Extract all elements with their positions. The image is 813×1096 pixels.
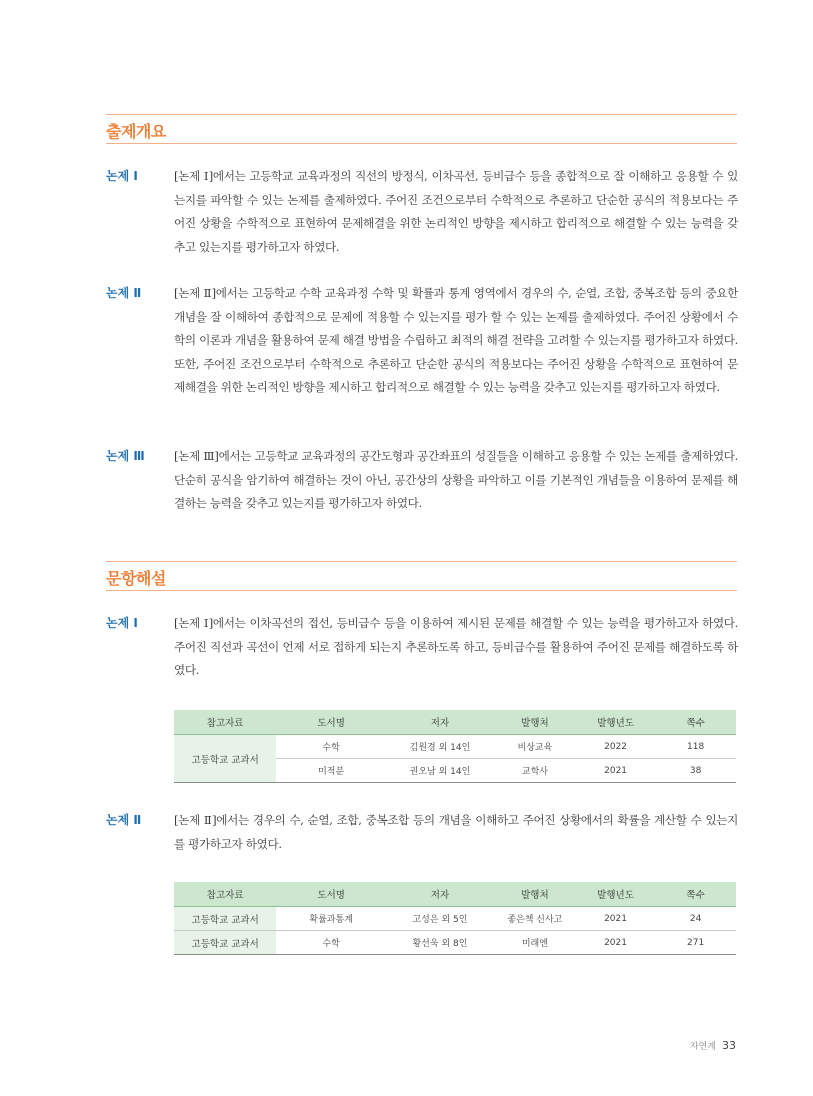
table-cell: 권오남 외 14인 bbox=[386, 759, 494, 783]
overview-item-2 bbox=[106, 282, 738, 424]
section-header-commentary bbox=[106, 561, 737, 591]
header-cell: 저자 bbox=[386, 710, 494, 735]
header-cell: 발행처 bbox=[494, 882, 576, 907]
header-cell: 도서명 bbox=[276, 882, 386, 907]
table-row bbox=[174, 735, 736, 759]
table-cell: 271 bbox=[655, 931, 736, 955]
item-label: 논제 Ⅰ bbox=[106, 169, 138, 183]
table-header-row bbox=[174, 710, 736, 735]
page-footer bbox=[690, 1039, 736, 1052]
table-cell: 좋은책 신사고 bbox=[494, 907, 576, 931]
item-label: 논제 Ⅱ bbox=[106, 813, 142, 827]
table-cell: 2022 bbox=[576, 735, 655, 759]
header-cell: 발행년도 bbox=[576, 710, 655, 735]
group-cell: 고등학교 교과서 bbox=[174, 931, 276, 955]
item-text: [논제 Ⅱ]에서는 고등학교 수학 교육과정 수학 및 확률과 통계 영역에서 경우의 수, 순열, 조합, 중복조합 등의 중요한 개념을 잘 이해하여 종합적으로 문제에 적용할 수 있는지를 평가 할 수 있는 논제를 출제하였다. 주어진 상황에서 수학의 이론과 개념을 활용하여 문제 해결 방법을 수립하고 최적의 해결 전략을 고려할 수 있는지를 평가하고자 하였다. 또한, 주어진 조건으로부터 수학적으로 추론하고 단순한 공식의 적용보다는 주어진 상황을 수학적으로 표현하여 문제해결을 위한 논리적인 방향을 제시하고 합리적으로 해결할 수 있는 능력을 갖추고 있는지를 평가하고자 하였다. bbox=[174, 286, 738, 394]
header-cell: 참고자료 bbox=[174, 882, 276, 907]
header-cell: 쪽수 bbox=[655, 882, 736, 907]
table-row bbox=[174, 931, 736, 955]
overview-item-1 bbox=[106, 165, 738, 261]
table-cell: 확률과통계 bbox=[276, 907, 386, 931]
group-cell: 고등학교 교과서 bbox=[174, 735, 276, 783]
table-row bbox=[174, 907, 736, 931]
table-cell: 수학 bbox=[276, 735, 386, 759]
table-cell: 118 bbox=[655, 735, 736, 759]
commentary-item-1 bbox=[106, 612, 738, 684]
item-text: [논제 Ⅰ]에서는 이차곡선의 접선, 등비급수 등을 이용하여 제시된 문제를 해결할 수 있는 능력을 평가하고자 하였다. 주어진 직선과 곡선이 언제 서로 접하게 되는지 추론하도록 하고, 등비급수를 활용하여 주어진 문제를 해결하도록 하였다. bbox=[174, 616, 738, 677]
item-label: 논제 Ⅰ bbox=[106, 616, 138, 630]
header-cell: 발행처 bbox=[494, 710, 576, 735]
table-cell: 황선욱 외 8인 bbox=[386, 931, 494, 955]
overview-item-3 bbox=[106, 445, 738, 517]
table-header-row bbox=[174, 882, 736, 907]
table-cell: 비상교육 bbox=[494, 735, 576, 759]
table-cell: 고성은 외 5인 bbox=[386, 907, 494, 931]
table-cell: 2021 bbox=[576, 907, 655, 931]
section-title: 출제개요 bbox=[106, 122, 166, 141]
section-title: 문항해설 bbox=[106, 569, 166, 588]
item-label: 논제 Ⅱ bbox=[106, 286, 142, 300]
reference-table-2 bbox=[174, 882, 736, 955]
footer-section-name: 자연계 bbox=[689, 1042, 716, 1052]
table-cell: 38 bbox=[655, 759, 736, 783]
table-cell: 미래엔 bbox=[494, 931, 576, 955]
item-label: 논제 Ⅲ bbox=[106, 449, 145, 463]
header-cell: 참고자료 bbox=[174, 710, 276, 735]
table-cell: 김원경 외 14인 bbox=[386, 735, 494, 759]
section-header-overview bbox=[106, 114, 737, 144]
header-cell: 쪽수 bbox=[655, 710, 736, 735]
commentary-item-2 bbox=[106, 809, 738, 857]
page-number: 33 bbox=[722, 1039, 736, 1052]
group-cell: 고등학교 교과서 bbox=[174, 907, 276, 931]
reference-table-1 bbox=[174, 710, 736, 783]
table-cell: 2021 bbox=[576, 759, 655, 783]
table-cell: 수학 bbox=[276, 931, 386, 955]
header-cell: 발행년도 bbox=[576, 882, 655, 907]
table-cell: 24 bbox=[655, 907, 736, 931]
item-text: [논제 Ⅰ]에서는 고등학교 교육과정의 직선의 방정식, 이차곡선, 등비급수 등을 종합적으로 잘 이해하고 응용할 수 있는지를 파악할 수 있는 논제를 출제하였다. 주어진 조건으로부터 수학적으로 추론하고 단순한 공식의 적용보다는 주어진 상황을 수학적으로 표현하여 문제해결을 위한 논리적인 방향을 제시하고 합리적으로 해결할 수 있는 능력을 갖추고 있는지를 평가하고자 하였다. bbox=[174, 169, 738, 254]
item-text: [논제 Ⅲ]에서는 고등학교 교육과정의 공간도형과 공간좌표의 성질들을 이해하고 응용할 수 있는 논제를 출제하였다. 단순히 공식을 암기하여 해결하는 것이 아닌, 공간상의 상황을 파악하고 이를 기본적인 개념들을 이용하여 문제를 해결하는 능력을 갖추고 있는지를 평가하고자 하였다. bbox=[174, 449, 738, 510]
table-cell: 미적분 bbox=[276, 759, 386, 783]
table-cell: 2021 bbox=[576, 931, 655, 955]
table-cell: 교학사 bbox=[494, 759, 576, 783]
header-cell: 도서명 bbox=[276, 710, 386, 735]
header-cell: 저자 bbox=[386, 882, 494, 907]
item-text: [논제 Ⅱ]에서는 경우의 수, 순열, 조합, 중복조합 등의 개념을 이해하고 주어진 상황에서의 확률을 계산할 수 있는지를 평가하고자 하였다. bbox=[174, 813, 738, 851]
